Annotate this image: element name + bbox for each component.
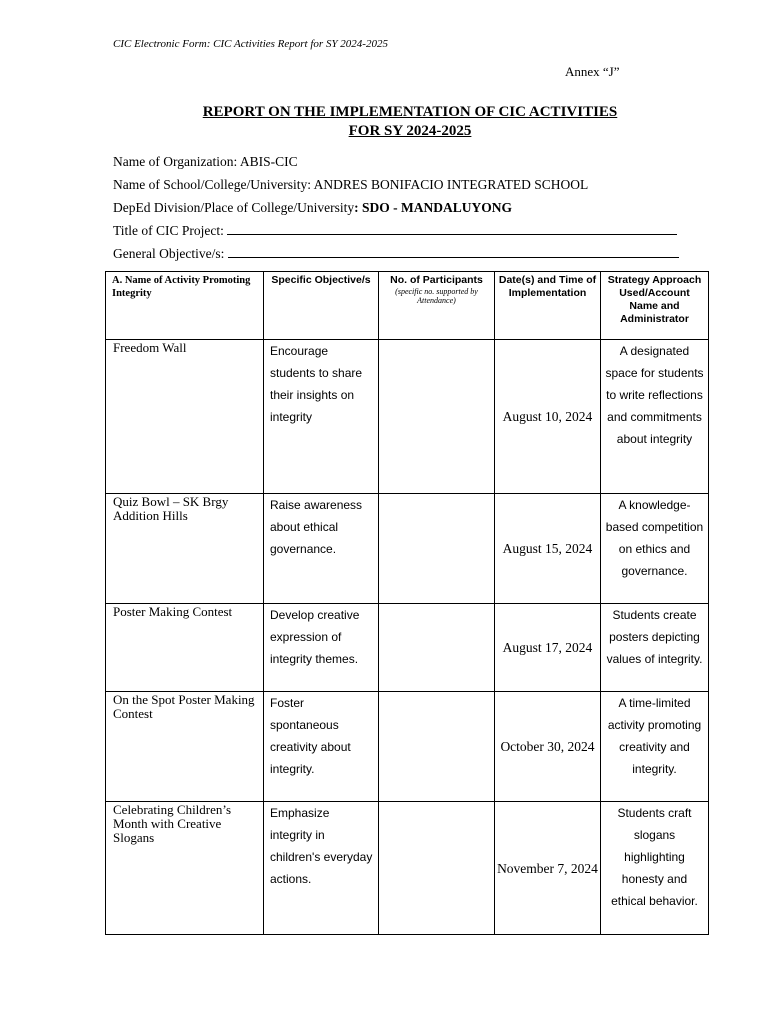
general-objective-blank[interactable] [228, 246, 679, 258]
school-field [113, 177, 588, 193]
table-header-row [106, 272, 709, 340]
table-row [106, 692, 709, 802]
objective-cell: Foster spontaneous creativity about integrity. [264, 692, 379, 802]
division-label: DepEd Division/Place of College/University [113, 200, 355, 215]
strategy-cell: A designated space for students to write reflections and commitments about integrity [601, 340, 709, 494]
table-row [106, 340, 709, 494]
organization-label: Name of Organization: [113, 154, 240, 169]
project-title-field [113, 223, 677, 239]
objective-cell: Develop creative expression of integrity themes. [264, 604, 379, 692]
general-objective-label: General Objective/s: [113, 246, 228, 261]
participants-cell[interactable] [379, 802, 495, 935]
activity-cell: On the Spot Poster Making Contest [106, 692, 264, 802]
division-value: : SDO - MANDALUYONG [354, 200, 512, 215]
table-row [106, 494, 709, 604]
participants-cell[interactable] [379, 604, 495, 692]
objective-cell: Encourage students to share their insights on integrity [264, 340, 379, 494]
project-title-label: Title of CIC Project: [113, 223, 228, 238]
header-participants [379, 272, 495, 340]
report-title [100, 103, 720, 141]
participants-cell[interactable] [379, 340, 495, 494]
school-value: ANDRES BONIFACIO INTEGRATED SCHOOL [313, 177, 589, 192]
organization-field [113, 154, 298, 170]
table-row [106, 604, 709, 692]
activity-cell: Celebrating Children’s Month with Creative Slogans [106, 802, 264, 935]
date-cell: August 15, 2024 [495, 494, 601, 604]
header-dates: Date(s) and Time of Implementation [495, 272, 601, 340]
date-cell: August 10, 2024 [495, 340, 601, 494]
table-row [106, 802, 709, 935]
objective-cell: Emphasize integrity in children's everyday actions. [264, 802, 379, 935]
objective-cell: Raise awareness about ethical governance. [264, 494, 379, 604]
date-cell: October 30, 2024 [495, 692, 601, 802]
division-field [113, 200, 512, 216]
header-strategy: Strategy Approach Used/Account Name and Administrator [601, 272, 709, 340]
strategy-cell: A time-limited activity promoting creativity and integrity. [601, 692, 709, 802]
header-participants-label: No. of Participants [390, 274, 483, 286]
participants-cell[interactable] [379, 494, 495, 604]
activity-cell: Freedom Wall [106, 340, 264, 494]
activity-cell: Poster Making Contest [106, 604, 264, 692]
general-objective-field [113, 246, 679, 262]
header-activity: A. Name of Activity Promoting Integrity [106, 272, 264, 340]
strategy-cell: Students create posters depicting values of integrity. [601, 604, 709, 692]
school-label: Name of School/College/University: [113, 177, 314, 192]
report-title-line2: FOR SY 2024-2025 [348, 123, 472, 139]
header-participants-note: (specific no. supported by Attendance) [395, 287, 478, 305]
activity-cell: Quiz Bowl – SK Brgy Addition Hills [106, 494, 264, 604]
report-title-line1: REPORT ON THE IMPLEMENTATION OF CIC ACTIVITIES [202, 104, 618, 120]
strategy-cell: Students craft slogans highlighting honesty and ethical behavior. [601, 802, 709, 935]
project-title-blank[interactable] [227, 223, 677, 235]
participants-cell[interactable] [379, 692, 495, 802]
annex-label: Annex “J” [565, 64, 620, 79]
organization-value: ABIS-CIC [239, 154, 298, 169]
date-cell: August 17, 2024 [495, 604, 601, 692]
header-objective: Specific Objective/s [264, 272, 379, 340]
form-header: CIC Electronic Form: CIC Activities Report for SY 2024-2025 [113, 38, 388, 50]
date-cell: November 7, 2024 [495, 802, 601, 935]
strategy-cell: A knowledge-based competition on ethics and governance. [601, 494, 709, 604]
activities-table [105, 271, 709, 935]
